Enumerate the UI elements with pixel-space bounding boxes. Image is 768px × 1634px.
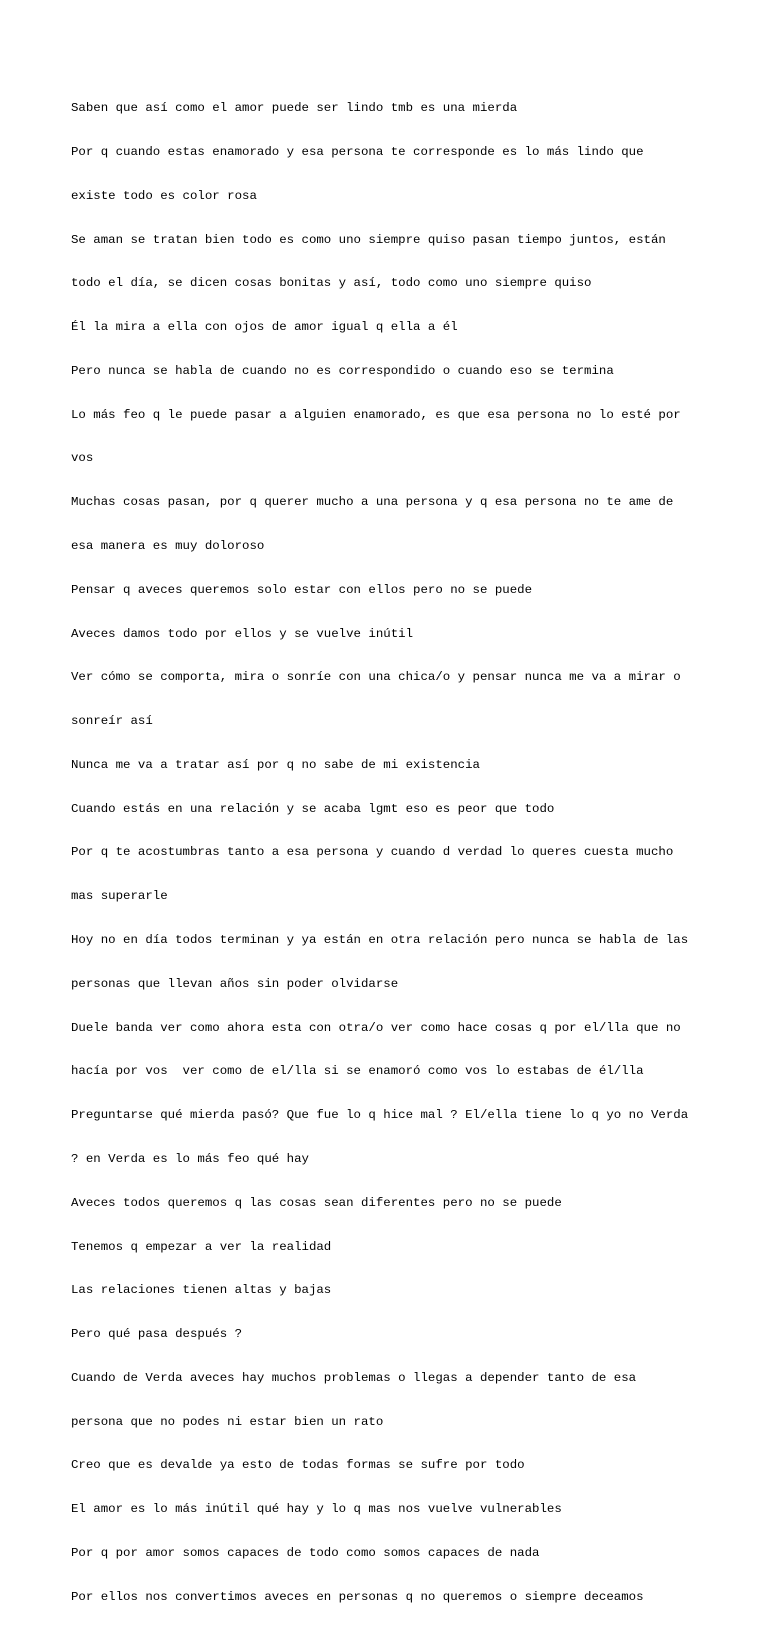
text-line: Por q te acostumbras tanto a esa persona y cuando d verdad lo queres cuesta mucho: [71, 845, 674, 860]
text-line: Saben que así como el amor puede ser lindo tmb es una mierda: [71, 101, 518, 116]
text-line: Hoy no en día todos terminan y ya están en otra relación pero nunca se habla de las: [71, 933, 689, 948]
text-line: Pero qué pasa después ?: [71, 1327, 243, 1342]
text-line: Ver cómo se comporta, mira o sonríe con una chica/o y pensar nunca me va a mirar o: [71, 670, 681, 685]
text-line: Por q por amor somos capaces de todo como somos capaces de nada: [71, 1545, 540, 1560]
text-line: esa manera es muy doloroso: [71, 539, 265, 553]
text-line: Tenemos q empezar a ver la realidad: [71, 1239, 332, 1254]
text-line: Por ellos nos convertimos aveces en personas q no queremos o siempre deceamos: [71, 1589, 644, 1604]
text-line: mas superarle: [71, 889, 168, 904]
text-line: personas que llevan años sin poder olvidarse: [71, 976, 399, 991]
text-line: Se aman se tratan bien todo es como uno siempre quiso pasan tiempo juntos, están: [71, 232, 666, 247]
text-line: Pensar q aveces queremos solo estar con ellos pero no se puede: [71, 582, 533, 597]
text-line: Preguntarse qué mierda pasó? Que fue lo q hice mal ? El/ella tiene lo q yo no Verda: [71, 1108, 689, 1123]
text-line: El amor es lo más inútil qué hay y lo q mas nos vuelve vulnerables: [71, 1502, 562, 1517]
text-line: vos: [71, 451, 94, 466]
text-line: todo el día, se dicen cosas bonitas y así, todo como uno siempre quiso: [71, 276, 592, 291]
text-line: Duele banda ver como ahora esta con otra/o ver como hace cosas q por el/lla que no: [71, 1020, 681, 1035]
text-line: Pero nunca se habla de cuando no es correspondido o cuando eso se termina: [71, 363, 614, 378]
text-line: Nunca me va a tratar así por q no sabe de mi existencia: [71, 757, 480, 772]
text-line: Creo que es devalde ya esto de todas formas se sufre por todo: [71, 1458, 525, 1473]
text-line: sonreír así: [71, 714, 153, 729]
text-line: persona que no podes ni estar bien un rato: [71, 1414, 384, 1429]
text-line: Aveces damos todo por ellos y se vuelve inútil: [71, 626, 414, 641]
text-line: Lo más feo q le puede pasar a alguien enamorado, es que esa persona no lo esté por: [71, 407, 681, 422]
text-line: Cuando de Verda aveces hay muchos problemas o llegas a depender tanto de esa: [71, 1370, 637, 1385]
text-line: Él la mira a ella con ojos de amor igual q ella a él: [71, 320, 458, 335]
text-line: existe todo es color rosa: [71, 188, 257, 203]
text-line: hacía por vos ver como de el/lla si se enamoró como vos lo estabas de él/lla: [71, 1064, 644, 1079]
document-text: [71, 72, 711, 1634]
text-line: ? en Verda es lo más feo qué hay: [71, 1151, 309, 1166]
text-line: Por q cuando estas enamorado y esa persona te corresponde es lo más lindo que: [71, 144, 644, 159]
text-line: Aveces todos queremos q las cosas sean diferentes pero no se puede: [71, 1195, 562, 1210]
text-line: Cuando estás en una relación y se acaba lgmt eso es peor que todo: [71, 801, 555, 816]
text-line: Muchas cosas pasan, por q querer mucho a una persona y q esa persona no te ame de: [71, 495, 674, 510]
text-line: Las relaciones tienen altas y bajas: [71, 1283, 332, 1298]
